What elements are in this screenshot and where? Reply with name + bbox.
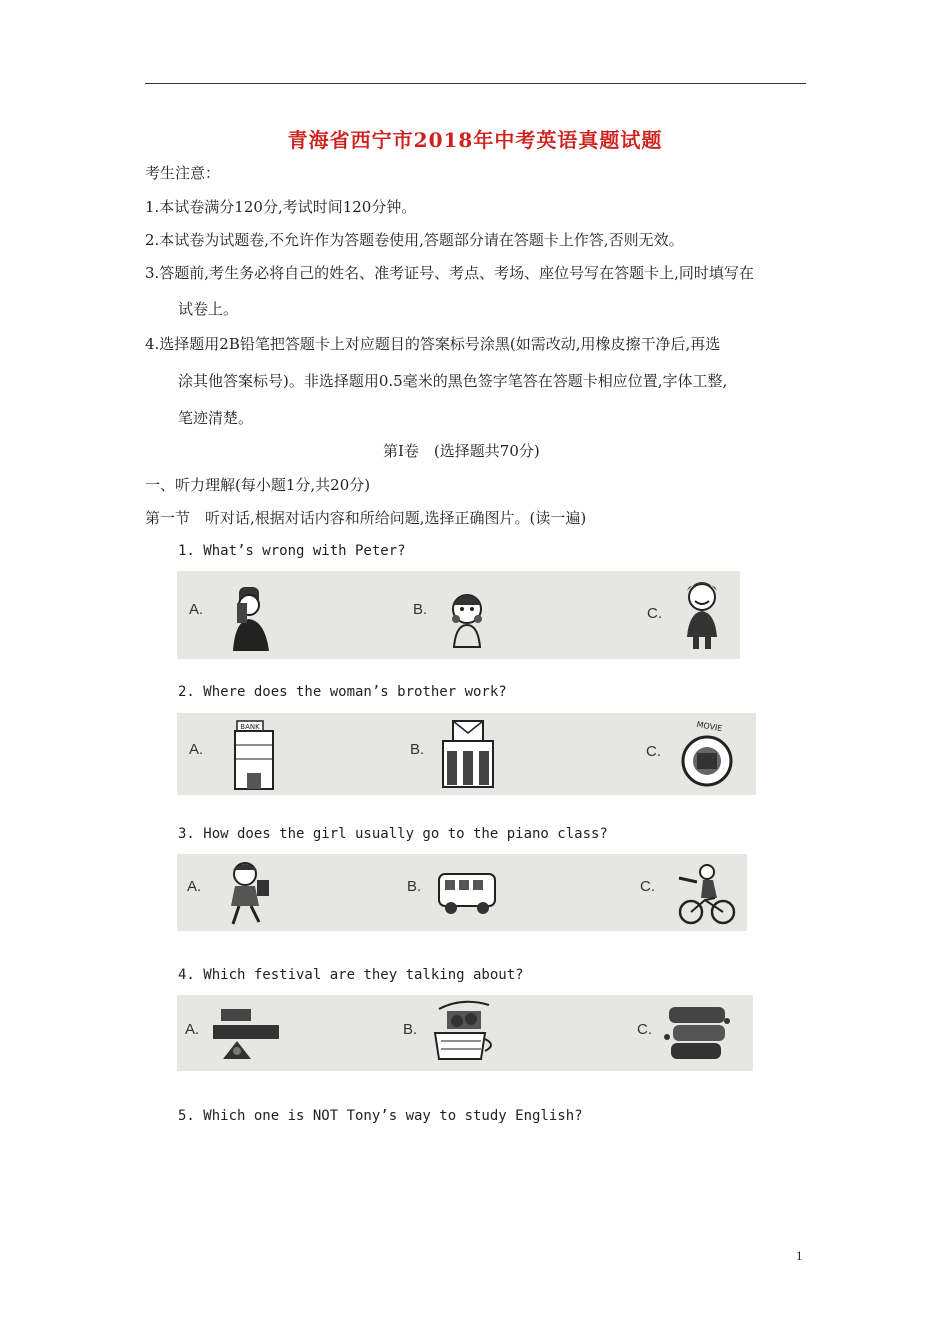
page-number: 1 [796, 1248, 803, 1263]
fathers-day-picture [427, 999, 497, 1065]
boy-toothache-picture [442, 585, 492, 649]
option-b-label: B. [407, 878, 422, 895]
option-b-label: B. [410, 741, 425, 758]
option-b-label: B. [403, 1021, 418, 1038]
notice-heading: 考生注意： [145, 164, 221, 182]
bus-picture [433, 862, 499, 916]
new-year-picture [663, 1001, 735, 1065]
option-a-label: A. [189, 601, 204, 618]
question-4-pictures [177, 995, 753, 1071]
cinema-picture [679, 717, 735, 791]
part-heading: 第Ⅰ卷 (选择题共70分) [383, 442, 540, 460]
girl-walking-picture [219, 860, 275, 928]
option-b-label: B. [413, 601, 428, 618]
section-heading: 一、听力理解(每小题1分,共20分) [145, 476, 371, 494]
header-rule [145, 83, 806, 84]
girl-cycling-picture [677, 862, 737, 926]
notice-item-4-cont2: 笔迹清楚。 [178, 409, 254, 427]
notice-item-2: 2.本试卷为试题卷,不允许作为答题卷使用,答题部分请在答题卡上作答,否则无效。 [145, 231, 684, 249]
page-title: 青海省西宁市2018年中考英语真题试题 [287, 128, 663, 152]
question-3: 3. How does the girl usually go to the piano class? [178, 826, 608, 842]
option-c-label: C. [637, 1021, 652, 1038]
question-4: 4. Which festival are they talking about? [178, 967, 524, 983]
notice-item-3-cont: 试卷上。 [178, 300, 239, 318]
notice-item-4: 4.选择题用2B铅笔把答题卡上对应题目的答案标号涂黑(如需改动,用橡皮擦干净后,再选 [145, 335, 721, 353]
subsection-heading: 第一节 听对话,根据对话内容和所给问题,选择正确图片。(读一遍) [145, 509, 587, 527]
post-office-picture [439, 719, 497, 789]
question-3-pictures [177, 854, 747, 931]
boy-stomachache-picture [679, 577, 725, 653]
question-2-pictures [177, 713, 756, 795]
notice-item-4-cont: 涂其他答案标号)。非选择题用0.5毫米的黑色签字笔答在答题卡相应位置,字体工整, [178, 372, 728, 390]
movie-sign: MOVIE [695, 719, 723, 734]
notice-item-3: 3.答题前,考生务必将自己的姓名、准考证号、考点、考场、座位号写在答题卡上,同时填写在 [145, 264, 754, 282]
bank-building-picture [229, 719, 283, 791]
question-5: 5. Which one is NOT Tony’s way to study English? [178, 1108, 583, 1124]
option-c-label: C. [647, 605, 662, 622]
question-2: 2. Where does the woman’s brother work? [178, 684, 507, 700]
option-a-label: A. [189, 741, 204, 758]
option-c-label: C. [646, 743, 661, 760]
question-1: 1. What’s wrong with Peter? [178, 543, 406, 559]
bank-sign: BANK [240, 723, 260, 731]
option-c-label: C. [640, 878, 655, 895]
notice-item-1: 1.本试卷满分120分,考试时间120分钟。 [145, 198, 417, 216]
boy-headache-picture [225, 581, 275, 653]
christmas-picture [207, 1001, 283, 1065]
option-a-label: A. [185, 1021, 200, 1038]
option-a-label: A. [187, 878, 202, 895]
question-1-pictures [177, 571, 740, 659]
